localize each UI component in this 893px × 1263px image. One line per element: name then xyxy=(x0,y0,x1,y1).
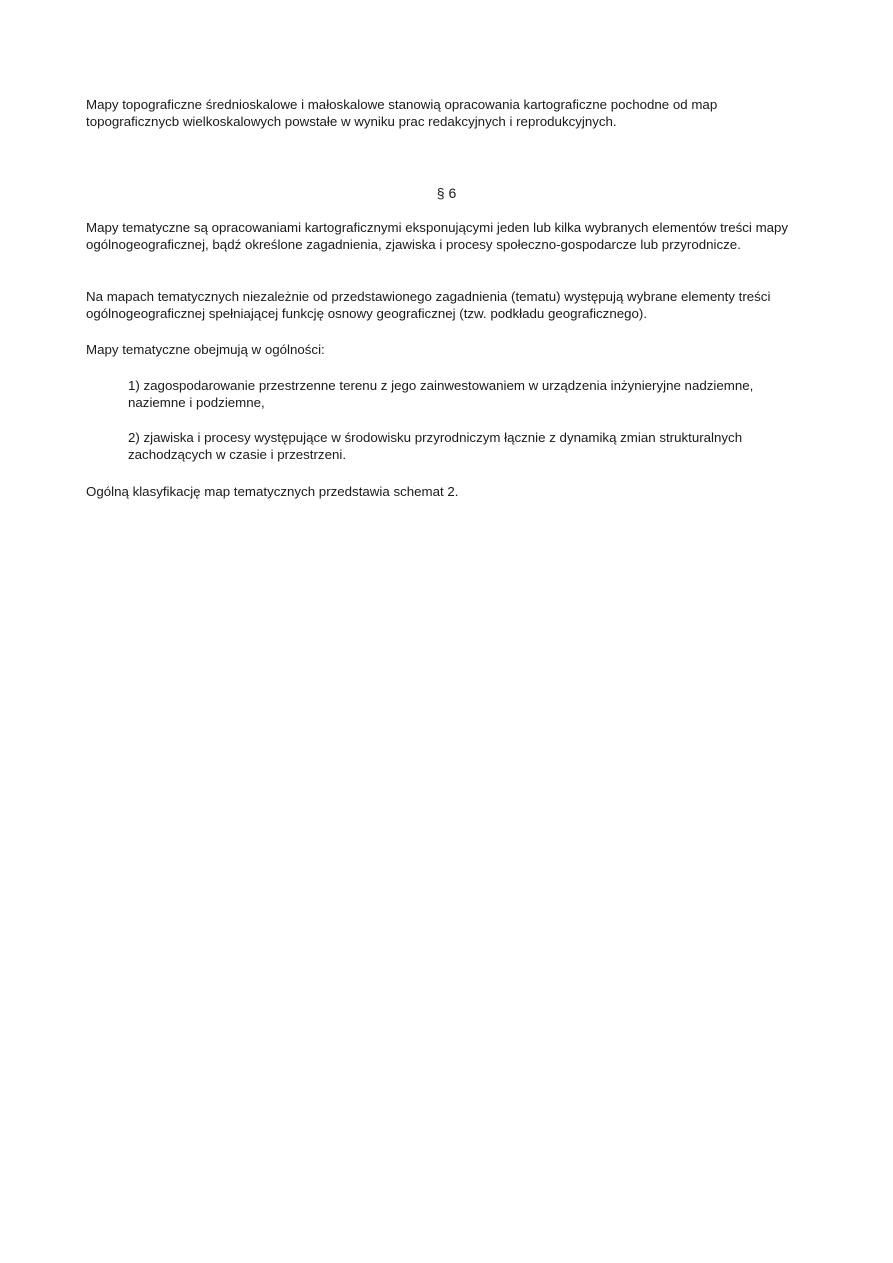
definition-paragraph: Mapy tematyczne są opracowaniami kartograficznymi eksponującymi jeden lub kilka wybranych elementów treści mapy ogólnogeograficznej, bądź określone zagadnienia, zjawiska i procesy społeczno-gospodarcze lub przyrodnicze. xyxy=(86,220,789,252)
intro-paragraph: Mapy topograficzne średnioskalowe i małoskalowe stanowią opracowania kartograficzne pochodne od map topograficznycb wielkoskalowych powstałe w wyniku prac redakcyjnych i reprodukcyjnych. xyxy=(86,97,718,129)
list-item: 2) zjawiska i procesy występujące w środowisku przyrodniczym łącznie z dynamiką zmian strukturalnych zachodzących w czasie i przestrzeni. xyxy=(128,430,743,462)
classification-paragraph: Ogólną klasyfikację map tematycznych przedstawia schemat 2. xyxy=(86,484,459,499)
scope-intro-paragraph: Mapy tematyczne obejmują w ogólności: xyxy=(86,342,325,357)
list-item: 1) zagospodarowanie przestrzenne terenu z jego zainwestowaniem w urządzenia inżynieryjne nadziemne, naziemne i podziemne, xyxy=(128,378,754,410)
content-paragraph: Na mapach tematycznych niezależnie od przedstawionego zagadnienia (tematu) występują wybrane elementy treści ogólnogeograficznej spełniającej funkcję osnowy geograficznej (tzw. podkładu geograficznego). xyxy=(86,289,771,321)
section-heading: § 6 xyxy=(436,185,457,201)
